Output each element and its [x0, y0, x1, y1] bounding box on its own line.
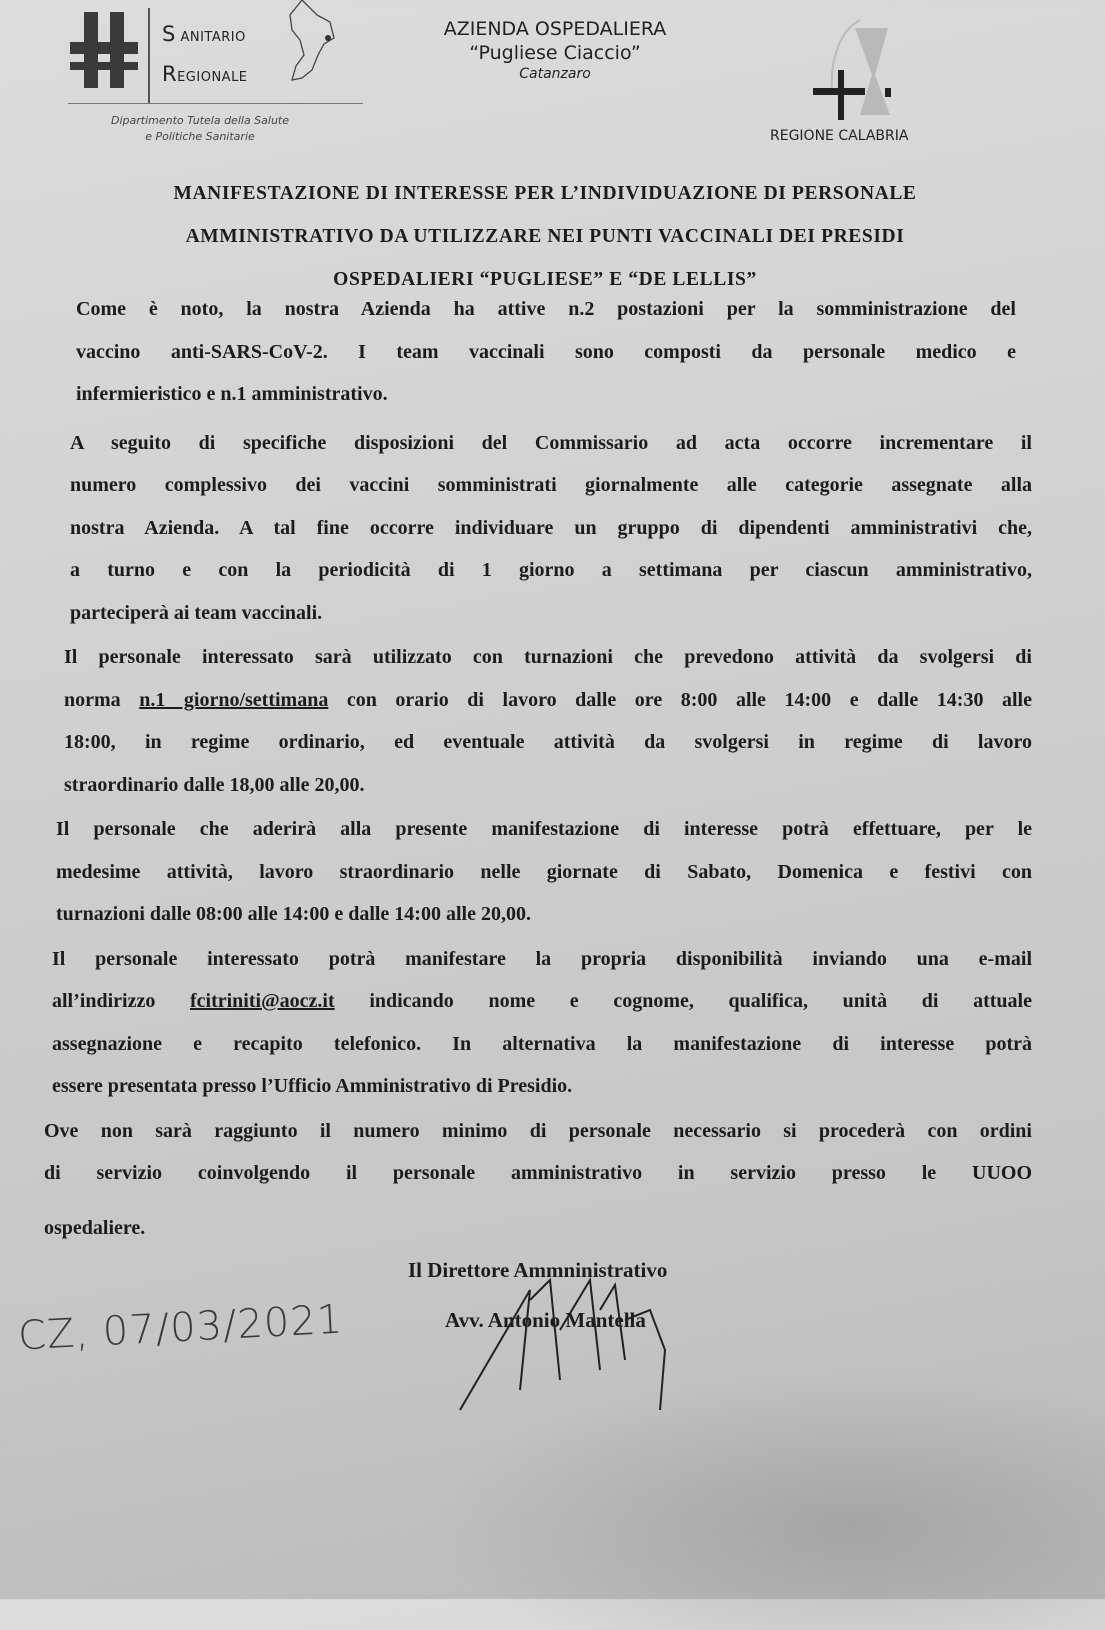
logo-cross-icon [70, 12, 138, 88]
paragraph-3: Il personale interessato sarà utilizzato con turnazioni che prevedono attività da svolgersi di norma n.1 giorno/settimana con orario di lavoro dalle ore 8:00 alle 14:00 e dalle 14:30 alle 18:00, in regime ordinario, ed eventuale attività da svolgersi in regime di lavoro straordinario dalle 18,00 alle 20,00. [64, 646, 1032, 796]
logo-divider [148, 8, 150, 103]
azienda-heading: AZIENDA OSPEDALIERA “Pugliese Ciaccio” Catanzaro [443, 18, 667, 82]
paragraph-6: Ove non sarà raggiunto il numero minimo di personale necessario si procederà con ordini di servizio coinvolgendo il personale amministrativo in servizio presso le UUOO ospedaliere. [44, 1119, 1032, 1239]
region-name: REGIONE CALABRIA [770, 128, 909, 144]
logo-word-sanitario: S ANITARIO [162, 22, 246, 46]
calabria-map-icon [282, 0, 352, 90]
document-body [44, 288, 1032, 1249]
signatory-role: Il Direttore Ammninistrativo [408, 1258, 668, 1282]
department-name: Dipartimento Tutela della Salute e Politiche Sanitarie [110, 114, 290, 143]
regione-calabria-emblem-icon [810, 20, 900, 120]
sanitario-regionale-logo [70, 8, 340, 108]
paragraph-4: Il personale che aderirà alla presente manifestazione di interesse potrà effettuare, per le medesime attività, lavoro straordinario nelle giornate di Sabato, Domenica e festivi con turnazioni dalle 08:00 alle 14:00 e dalle 14:00 alle 20,00. [56, 818, 1032, 925]
document-title: MANIFESTAZIONE DI INTERESSE PER L’INDIVIDUAZIONE DI PERSONALE AMMINISTRATIVO DA UTILIZZARE NEI PUNTI VACCINALI DEI PRESIDI OSPEDALIERI “PUGLIESE” E “DE LELLIS” [173, 183, 917, 290]
paragraph-1: Come è noto, la nostra Azienda ha attive n.2 postazioni per la somministrazione del vaccino anti-SARS-CoV-2. I team vaccinali sono composti da personale medico e infermieristico e n.1 amministrativo. [76, 298, 1016, 405]
logo-rule [68, 103, 363, 104]
logo-word-regionale: REGIONALE [162, 62, 248, 86]
handwritten-date: CZ, 07/03/2021 [17, 1296, 345, 1360]
paragraph-5: Il personale interessato potrà manifestare la propria disponibilità inviando una e-mail all’indirizzo fcitriniti@aocz.it indicando nome e cognome, qualifica, unità di attuale assegnazione e recapito telefonico. In alternativa la manifestazione di interesse potrà essere presentata presso l’Ufficio Amministrativo di Presidio. [52, 947, 1032, 1097]
signatory-name: Avv. Antonio Mantella [445, 1308, 646, 1332]
email-link[interactable]: fcitriniti@aocz.it [189, 990, 335, 1012]
paragraph-2: A seguito di specifiche disposizioni del Commissario ad acta occorre incrementare il numero complessivo dei vaccini somministrati giornalmente alle categorie assegnate alla nostra Azienda. A tal fine occorre individuare un gruppo di dipendenti amministrativi che, a turno e con la periodicità di 1 giorno a settimana per ciascun amministrativo, parteciperà ai team vaccinali. [70, 431, 1032, 624]
weekly-frequency: n.1 giorno/settimana [139, 688, 329, 711]
handwritten-signature [450, 1270, 690, 1420]
